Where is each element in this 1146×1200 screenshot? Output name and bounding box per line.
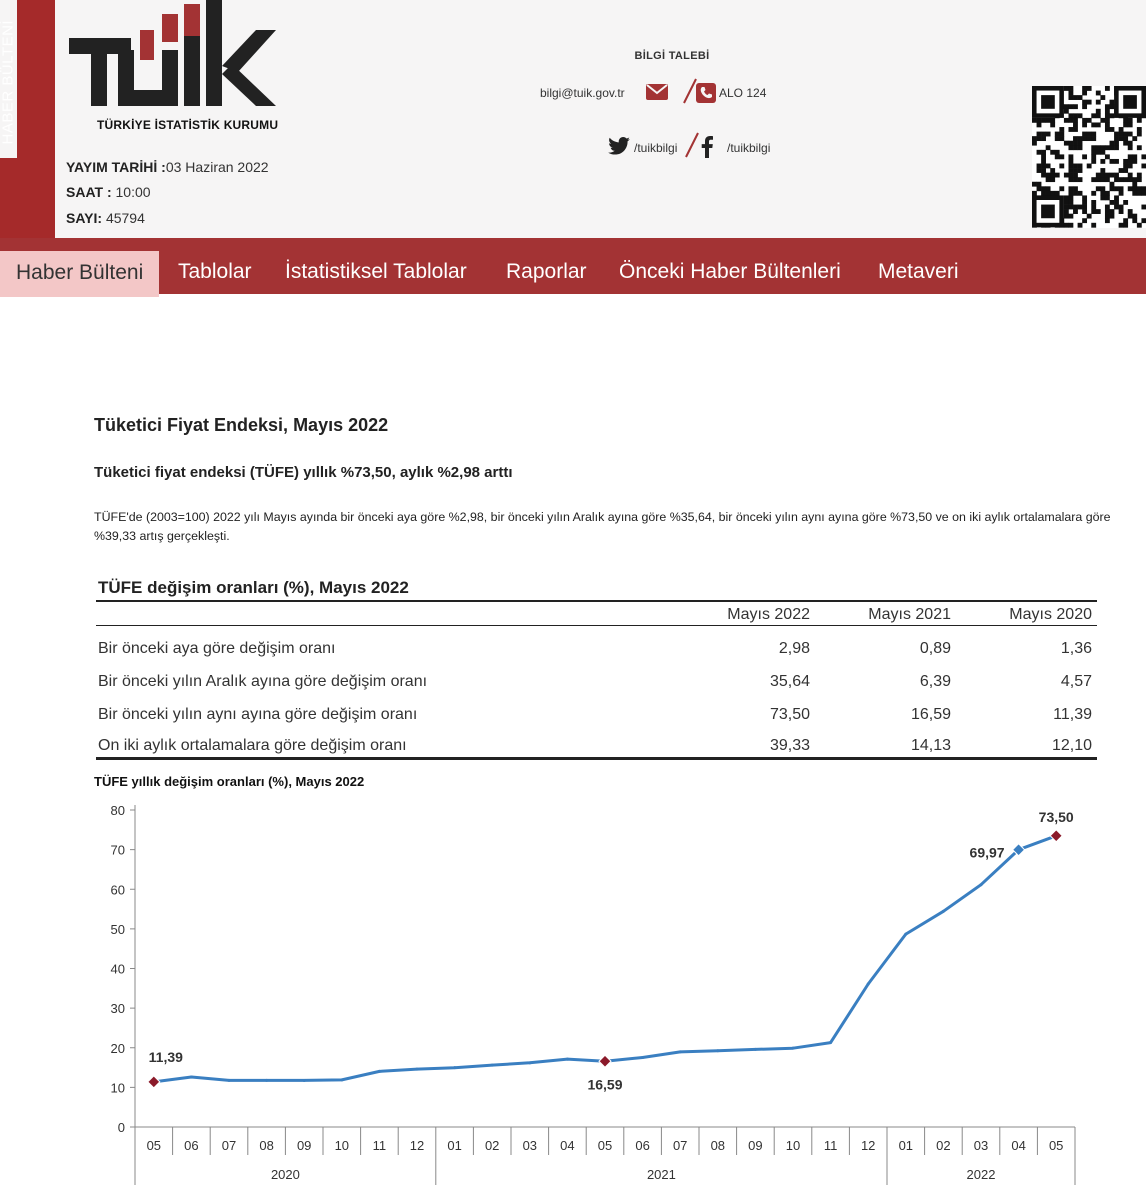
x-tick-label: 12 [860, 1138, 876, 1153]
y-tick-label: 30 [110, 1001, 125, 1017]
data-point [340, 1078, 343, 1081]
mail-icon[interactable] [646, 84, 668, 100]
data-point [265, 1079, 268, 1082]
facebook-handle[interactable]: /tuikbilgi [727, 141, 771, 155]
divider-slash-icon [684, 132, 700, 158]
info-request-title: BİLGİ TALEBİ [634, 50, 710, 62]
data-point [792, 1047, 795, 1050]
page-subtitle: Tüketici fiyat endeksi (TÜFE) yıllık %73,50, aylık %2,98 arttı [94, 464, 513, 481]
data-label: 11,39 [148, 1048, 183, 1065]
page-title: Tüketici Fiyat Endeksi, Mayıs 2022 [94, 415, 389, 435]
data-label: 16,59 [587, 1076, 623, 1093]
x-tick-label: 09 [748, 1138, 763, 1153]
x-tick-label: 11 [823, 1138, 838, 1153]
y-tick-label: 40 [110, 961, 125, 977]
data-point [829, 1041, 832, 1044]
x-tick-label: 07 [672, 1138, 688, 1153]
side-label: HABER BÜLTENİ [0, 19, 17, 145]
x-tick-label: 02 [484, 1138, 500, 1153]
data-point [867, 983, 870, 986]
data-point [303, 1079, 306, 1082]
x-tick-label: 12 [409, 1138, 425, 1153]
x-tick-label: 01 [447, 1138, 462, 1153]
data-point [904, 933, 907, 936]
table-header-may-2021: Mayıs 2021 [868, 606, 951, 623]
data-marker [599, 1055, 611, 1067]
nav-item-tablolar[interactable]: Tablolar [178, 260, 252, 283]
data-point [416, 1068, 419, 1071]
publish-time: SAAT : 10:00 [66, 184, 151, 200]
header [0, 0, 1146, 238]
nav-item-metaveri[interactable]: Metaveri [878, 260, 959, 283]
y-tick-label: 20 [110, 1040, 125, 1056]
data-label: 69,97 [969, 844, 1005, 861]
nav-item-onceki-haber-bultenleri[interactable]: Önceki Haber Bültenleri [619, 260, 841, 283]
year-label: 2022 [966, 1167, 996, 1182]
data-point [228, 1079, 231, 1082]
twitter-icon[interactable] [608, 137, 630, 155]
x-tick-label: 10 [334, 1138, 350, 1153]
x-tick-label: 04 [560, 1138, 575, 1153]
summary-paragraph: TÜFE'de (2003=100) 2022 yılı Mayıs ayında bir önceki aya göre %2,98, bir önceki yılın Aralık ayına göre %35,64, bir önceki yılın aynı ayına göre %73,50 ve on iki aylık ortalamalara göre %39,33 artış gerçekleşti. [94, 510, 1111, 543]
y-tick-label: 50 [110, 921, 125, 937]
publish-date: YAYIM TARİHİ :03 Haziran 2022 [66, 159, 269, 175]
x-tick-label: 06 [184, 1138, 199, 1153]
x-tick-label: 08 [710, 1138, 726, 1153]
table-top-rule [96, 600, 1097, 602]
table-header-may-2020: Mayıs 2020 [1009, 606, 1092, 623]
x-tick-label: 11 [372, 1138, 387, 1153]
data-point [641, 1056, 644, 1059]
x-tick-label: 10 [785, 1138, 801, 1153]
phone-number[interactable]: ALO 124 [719, 86, 767, 100]
y-tick-label: 0 [117, 1120, 125, 1135]
facebook-icon[interactable] [700, 136, 714, 158]
data-point [453, 1066, 456, 1069]
logo-subtitle: TÜRKİYE İSTATİSTİK KURUMU [97, 118, 279, 132]
data-point [378, 1070, 381, 1073]
data-point [679, 1050, 682, 1053]
year-label: 2020 [270, 1167, 300, 1182]
x-tick-label: 05 [1048, 1138, 1064, 1153]
data-point [566, 1058, 569, 1061]
data-marker [1050, 830, 1062, 842]
x-tick-label: 04 [1011, 1138, 1026, 1153]
nav-item-haber-bulteni[interactable]: Haber Bülteni [0, 251, 159, 297]
x-tick-label: 05 [597, 1138, 613, 1153]
inflation-line-chart [90, 795, 1090, 1190]
data-point [754, 1048, 757, 1051]
y-tick-label: 10 [110, 1080, 125, 1096]
tuik-logo[interactable] [66, 0, 281, 135]
y-tick-label: 60 [110, 882, 125, 898]
data-marker [148, 1076, 160, 1088]
x-tick-label: 08 [259, 1138, 274, 1153]
data-point [491, 1064, 494, 1067]
x-tick-label: 06 [635, 1138, 650, 1153]
bulletin-number: SAYI: 45794 [66, 210, 145, 226]
table-title: TÜFE değişim oranları (%), Mayıs 2022 [98, 578, 409, 597]
data-point [190, 1075, 193, 1078]
side-strip [0, 0, 55, 238]
qr-code-icon[interactable] [1032, 86, 1146, 228]
data-point [716, 1049, 719, 1052]
data-label: 73,50 [1038, 808, 1074, 825]
year-label: 2021 [646, 1167, 676, 1182]
data-point [528, 1061, 531, 1064]
y-tick-label: 70 [110, 842, 125, 858]
x-tick-label: 02 [936, 1138, 951, 1153]
phone-icon[interactable] [696, 83, 716, 103]
table-header-may-2022: Mayıs 2022 [727, 606, 810, 623]
data-point [980, 883, 983, 886]
email-link[interactable]: bilgi@tuik.gov.tr [540, 86, 625, 100]
data-point [942, 910, 945, 913]
y-tick-label: 80 [110, 803, 125, 818]
x-tick-label: 09 [296, 1138, 312, 1153]
series-line [154, 836, 1056, 1082]
table-header-rule [96, 625, 1097, 626]
x-tick-label: 05 [146, 1138, 162, 1153]
x-tick-label: 03 [973, 1138, 989, 1153]
table-bottom-rule [96, 757, 1097, 760]
x-tick-label: 07 [221, 1138, 237, 1153]
nav-item-istatistiksel-tablolar[interactable]: İstatistiksel Tablolar [285, 260, 467, 283]
chart-title: TÜFE yıllık değişim oranları (%), Mayıs 2022 [94, 774, 365, 789]
x-tick-label: 01 [898, 1138, 914, 1153]
nav-item-raporlar[interactable]: Raporlar [506, 260, 587, 283]
main-nav [0, 238, 1146, 294]
twitter-handle[interactable]: /tuikbilgi [634, 141, 678, 155]
x-tick-label: 03 [522, 1138, 538, 1153]
